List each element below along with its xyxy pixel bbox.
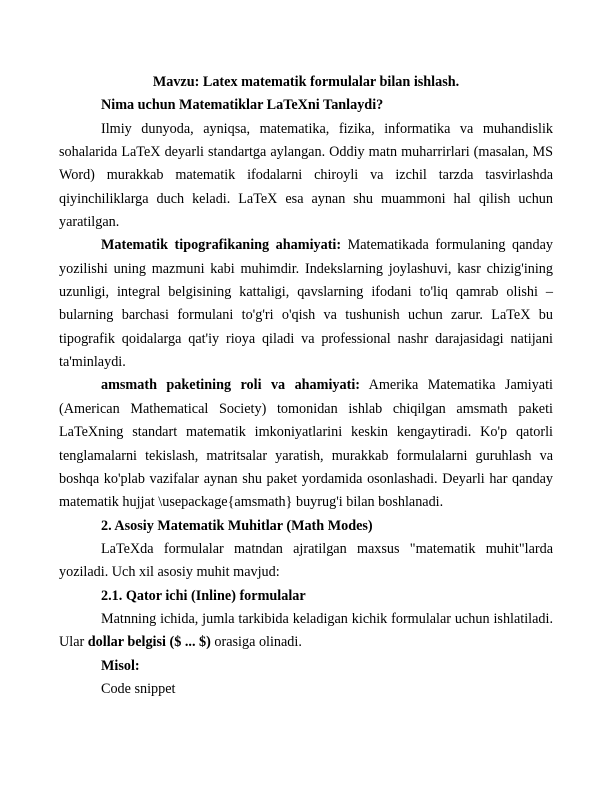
heading-why-latex: Nima uchun Matematiklar LaTeXni Tanlaydi? (101, 97, 384, 114)
inline-text-before: Matnning ichida, jumla tarkibida keladigan kichik formulalar uchun ishlatiladi. Ular (59, 610, 553, 651)
document-title: Mavzu: Latex matematik formulalar bilan ishlash. (152, 74, 460, 90)
amsmath-lead: amsmath paketining roli va ahamiyati: (101, 377, 360, 394)
inline-bold-dollar: dollar belgisi ($ ... $) (87, 634, 211, 651)
paragraph-intro: Ilmiy dunyoda, ayniqsa, matematika, fizika, informatika va muhandislik sohalarida LaTeX deyarli standartga aylangan. Oddiy matn muharrirlari (masalan, MS Word) murakkab matematik ifodalarni chiroyli va izchil tarzda tasvirlashda qiyinchiliklarga duch keladi. LaTeX esa aynan shu muammoni hal qilish uchun yaratilgan. (59, 120, 553, 231)
heading-math-modes: 2. Asosiy Matematik Muhitlar (Math Modes) (101, 517, 373, 534)
paragraph-typography (59, 234, 553, 374)
typography-lead: Matematik tipografikaning ahamiyati: (101, 237, 342, 254)
document-page (59, 71, 553, 701)
paragraph-inline (59, 608, 553, 655)
paragraph-amsmath (59, 374, 553, 514)
code-snippet-label: Code snippet (101, 680, 176, 697)
typography-text: Matematikada formulaning qanday yozilishi uning mazmuni kabi muhimdir. Indekslarning joylashuvi, kasr chizig'ining uzunligi, integral belgisining kattaligi, qavslarning ifodani to'liq qamrab olishi – bularning barchasi formulani to'g'ri o'qish va tushunish uchun zarur. LaTeX bu tipografik qoidalarga qat'iy rioya qiladi va professional nashr darajasidagi natijani ta'minlaydi. (59, 237, 553, 371)
example-label: Misol: (101, 657, 140, 674)
paragraph-math-modes: LaTeXda formulalar matndan ajratilgan maxsus "matematik muhit"larda yoziladi. Uch xil asosiy muhit mavjud: (59, 540, 553, 581)
heading-inline-formulas: 2.1. Qator ichi (Inline) formulalar (101, 587, 306, 604)
amsmath-text: Amerika Matematika Jamiyati (American Mathematical Society) tomonidan ishlab chiqilgan amsmath paketi LaTeXning standart matematik imkoniyatlarini keskin kengaytiradi. Ko'p qatorli tenglamalarni tekislash, matritsalar yaratish, murakkab formulalarni guruhlash va boshqa ko'plab vazifalar aynan shu paket yordamida osonlashadi. Deyarli har qanday matematik hujjat \usepackage{amsmath} buyrug'i bilan boshlanadi. (59, 377, 553, 511)
inline-text-after: orasiga olinadi. (210, 634, 302, 651)
